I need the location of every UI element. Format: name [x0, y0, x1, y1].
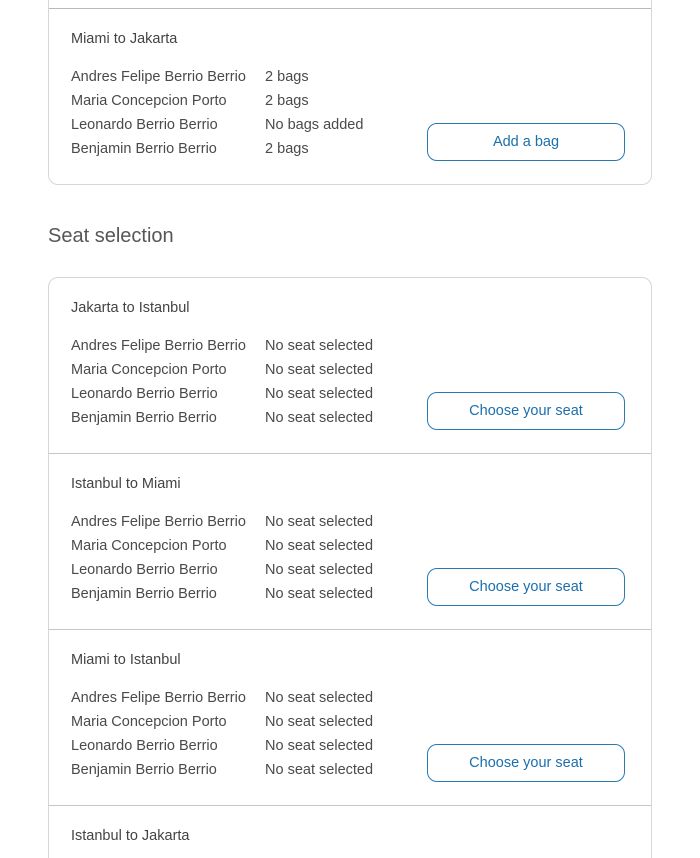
passenger-status: No bags added — [265, 117, 364, 133]
passenger-name: Maria Concepcion Porto — [71, 538, 227, 554]
route-title: Miami to Istanbul — [71, 652, 181, 668]
passenger-row — [71, 686, 629, 710]
baggage-card-segments — [49, 8, 651, 184]
passenger-name: Leonardo Berrio Berrio — [71, 562, 218, 578]
passenger-name: Benjamin Berrio Berrio — [71, 762, 217, 778]
flight-segment — [49, 805, 651, 858]
route-title: Miami to Jakarta — [71, 31, 178, 47]
passenger-row — [71, 534, 629, 558]
passenger-row — [71, 334, 629, 358]
baggage-card — [48, 0, 652, 185]
flight-segment — [49, 453, 651, 629]
page-content — [48, 0, 652, 858]
passenger-row — [71, 65, 629, 89]
passenger-status: No seat selected — [265, 586, 374, 602]
passenger-name: Maria Concepcion Porto — [71, 714, 227, 730]
passenger-status: 2 bags — [265, 93, 309, 109]
passenger-status: No seat selected — [265, 690, 374, 706]
seat-selection-card — [48, 277, 652, 858]
passenger-status: 2 bags — [265, 141, 309, 157]
passenger-status: No seat selected — [265, 538, 374, 554]
flight-segment — [49, 629, 651, 805]
seat-card-segments — [49, 278, 651, 858]
segment-action-button[interactable]: Choose your seat — [427, 744, 625, 782]
flight-segment — [49, 8, 651, 184]
segment-action-button[interactable]: Choose your seat — [427, 392, 625, 430]
passenger-status: 2 bags — [265, 69, 309, 85]
passenger-status: No seat selected — [265, 514, 374, 530]
passenger-status: No seat selected — [265, 714, 374, 730]
passenger-status: No seat selected — [265, 762, 374, 778]
passenger-name: Andres Felipe Berrio Berrio — [71, 338, 246, 354]
passenger-name: Maria Concepcion Porto — [71, 362, 227, 378]
passenger-row — [71, 510, 629, 534]
route-title: Istanbul to Jakarta — [71, 828, 190, 844]
passenger-status: No seat selected — [265, 410, 374, 426]
passenger-row — [71, 89, 629, 113]
passenger-row — [71, 710, 629, 734]
passenger-name: Benjamin Berrio Berrio — [71, 410, 217, 426]
passenger-name: Leonardo Berrio Berrio — [71, 386, 218, 402]
passenger-name: Andres Felipe Berrio Berrio — [71, 514, 246, 530]
passenger-name: Maria Concepcion Porto — [71, 93, 227, 109]
flight-segment — [49, 278, 651, 453]
passenger-name: Andres Felipe Berrio Berrio — [71, 69, 246, 85]
passenger-status: No seat selected — [265, 386, 374, 402]
passenger-status: No seat selected — [265, 362, 374, 378]
passenger-status: No seat selected — [265, 338, 374, 354]
route-title: Istanbul to Miami — [71, 476, 181, 492]
passenger-name: Benjamin Berrio Berrio — [71, 141, 217, 157]
passenger-name: Andres Felipe Berrio Berrio — [71, 690, 246, 706]
passenger-row — [71, 358, 629, 382]
passenger-name: Benjamin Berrio Berrio — [71, 586, 217, 602]
seat-selection-heading: Seat selection — [48, 225, 174, 247]
passenger-name: Leonardo Berrio Berrio — [71, 117, 218, 133]
passenger-status: No seat selected — [265, 562, 374, 578]
passenger-name: Leonardo Berrio Berrio — [71, 738, 218, 754]
segment-action-button[interactable]: Add a bag — [427, 123, 625, 161]
passenger-status: No seat selected — [265, 738, 374, 754]
segment-action-button[interactable]: Choose your seat — [427, 568, 625, 606]
route-title: Jakarta to Istanbul — [71, 300, 190, 316]
